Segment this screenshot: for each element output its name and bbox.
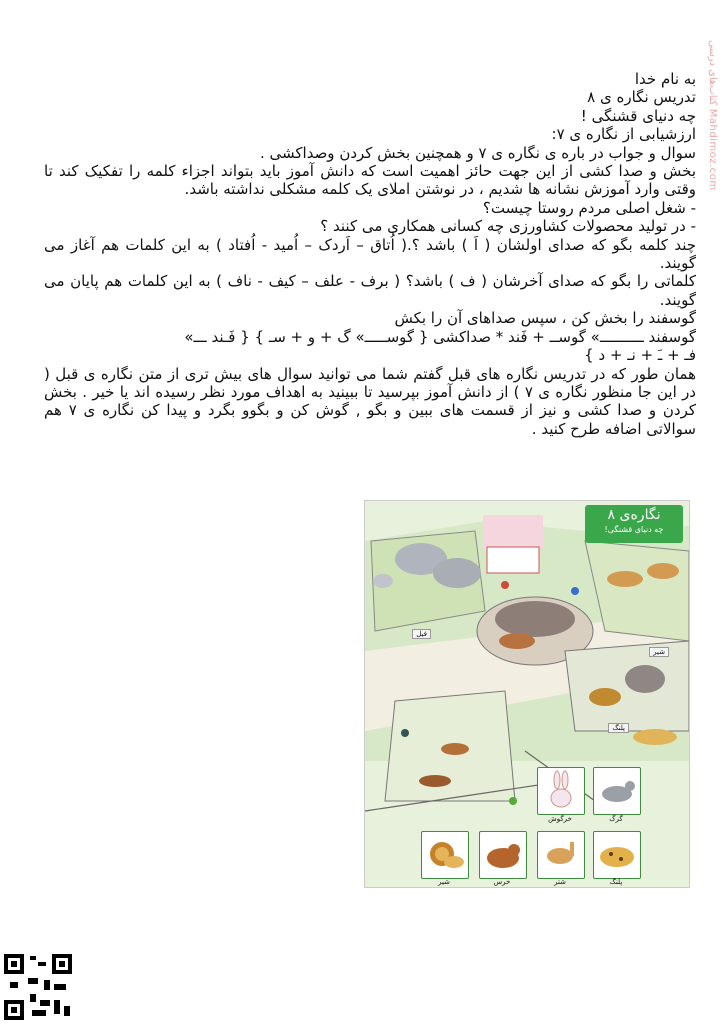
paragraph: سوال و جواب در باره ی نگاره ی ۷ و همچنین بخش کردن وصداکشی . [259, 143, 696, 162]
syllable-line: فـ + ـَ + نـ + د } [584, 346, 696, 365]
rabbit-icon [538, 768, 584, 814]
leopard-tile [593, 831, 641, 879]
camel-tile [537, 831, 585, 879]
leopard-icon [594, 832, 640, 878]
document-body [44, 70, 696, 438]
wolf-tile [593, 767, 641, 815]
camel-icon [538, 832, 584, 878]
rock-shape [495, 601, 575, 637]
bear-tile [479, 831, 527, 879]
bear-icon [480, 832, 526, 878]
paragraph: گوسفند را بخش کن ، سپس صداهای آن را بکش [394, 309, 696, 328]
stall-roof [483, 515, 543, 549]
paragraph: چند کلمه بگو که صدای اولشان ( اَ ) باشد ؟.( اُتاق – اَردک – اُمید - اُفتاد ) به این کلمات هم آغاز می گویند. [44, 235, 696, 273]
figure-subtitle: چه دنیای قشنگی! [604, 525, 664, 534]
lion-tile [421, 831, 469, 879]
leopard-label: پلنگ [608, 723, 629, 733]
figure-title: نگاره‌ی ۸ [607, 507, 661, 523]
lesson-subtitle: چه دنیای قشنگی ! [580, 106, 696, 125]
paragraph: بخش و صدا کشی از این جهت حائز اهمیت است که دانش آموز باید بتواند اجزاء کلمه را تفکیک کند تا وقتی وارد آموزش نشانه ها شدیم ، در نوشتن املای یک کلمه مشکلی نداشته باشد. [44, 162, 696, 199]
lion-tile-label: شیر [438, 878, 450, 886]
wolf-label: گرگ [609, 815, 623, 823]
elephant-label: فیل [412, 629, 431, 639]
zoo-scene [365, 501, 689, 887]
wolf-icon [594, 768, 640, 814]
question: - شغل اصلی مردم روستا چیست؟ [482, 198, 696, 217]
rabbit-tile [537, 767, 585, 815]
heading-bismillah: به نام خدا [634, 70, 696, 88]
paragraph: کلماتی را بگو که صدای آخرشان ( ف ) باشد؟ ( برف - علف – کیف - ناف ) به این کلمات هم پایان می گویند. [44, 272, 696, 309]
zoo-illustration [364, 500, 690, 888]
question: - در تولید محصولات کشاورزی چه کسانی همکاری می کنند ؟ [320, 217, 696, 236]
paragraph: همان طور که در تدریس نگاره های قبل گفتم شما می توانید سوال های بیش تری از متن نگاره ی قبل ( در این جا منظور نگاره ی ۷ ) از دانش آموز بپرسید تا ببینید به اهداف مورد نظر رسیده اند یا خیر . بخش کردن و صدا کشی و نیز از قسمت های ببین و بگو , گوش کن و بگوو بگرد و پیدا کن نگاره ی ۷ هم سوالاتی اضافه طرح کنید . [44, 364, 696, 438]
figure-title-box [585, 505, 683, 543]
leopard-tile-label: پلنگ [609, 878, 623, 886]
bear-label: خرس [493, 878, 511, 886]
qr-code [4, 954, 72, 1020]
lion-label: شیر [649, 647, 669, 657]
syllable-line: گوسفند ــــــــــ» گوســ + فَند * صداکشی { گوســـــ» گ + و + سـ } { فَـند ـــ» [184, 327, 696, 346]
side-watermark: کتاب‌های درسی Mahdimoz.com [707, 40, 718, 191]
assessment-heading: ارزشیابی از نگاره ی ۷: [551, 125, 696, 144]
rabbit-label: خرگوش [548, 815, 572, 823]
camel-label: شتر [554, 878, 566, 886]
lion-icon [422, 832, 468, 878]
lesson-title: تدریس نگاره ی ۸ [587, 88, 696, 107]
elephant-shape [433, 558, 481, 588]
